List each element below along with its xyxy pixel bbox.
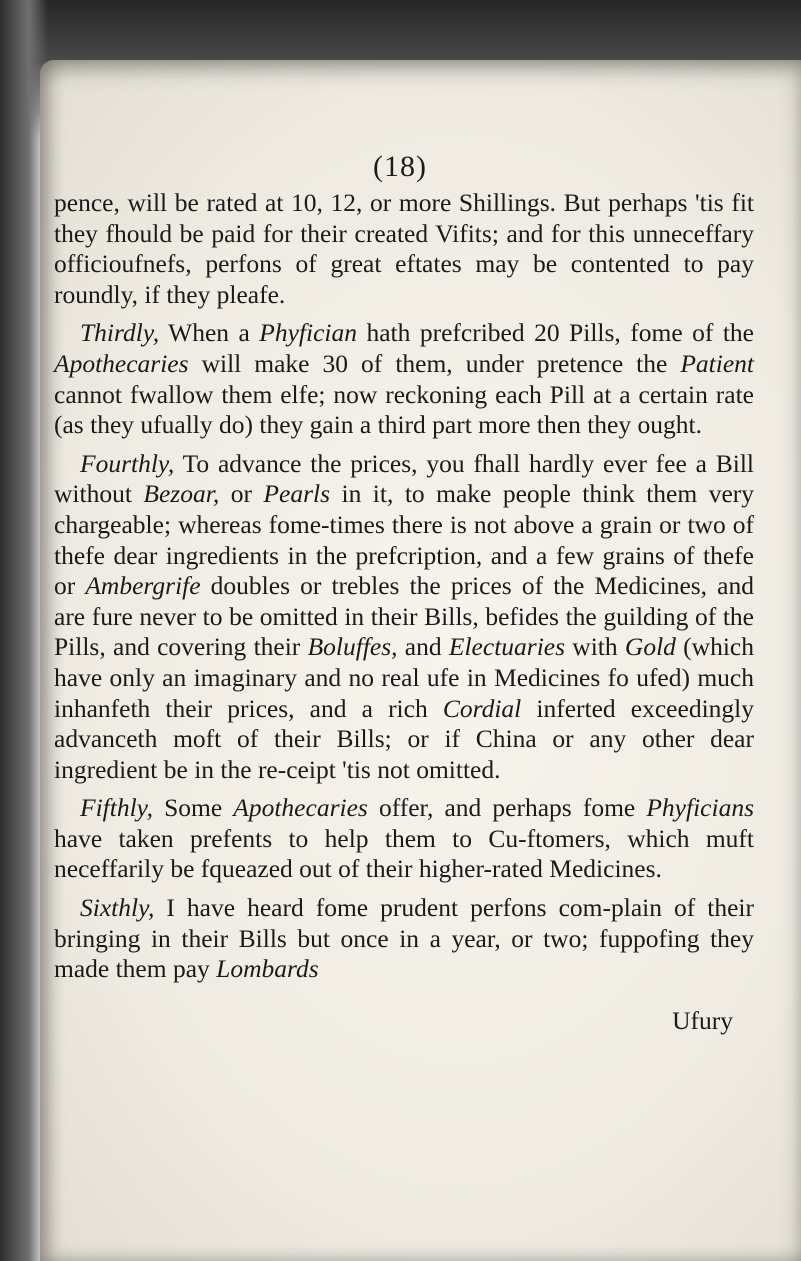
italic-text: Boluffes,: [307, 632, 398, 662]
italic-text: Lombards: [216, 954, 319, 984]
paragraph: [54, 318, 754, 440]
text-run: have taken prefents to help them to Cu-ftomers, which muft neceffarily be fqueazed out of their higher-rated Medicines.: [54, 823, 754, 884]
text-run: and: [397, 632, 449, 662]
text-run: with: [565, 632, 625, 662]
italic-text: Sixthly,: [80, 893, 155, 923]
italic-text: Apothecaries: [233, 793, 368, 823]
italic-text: Phyficians: [646, 793, 754, 823]
italic-text: Electuaries: [448, 632, 566, 662]
text-run: or: [219, 479, 264, 509]
text-run: hath prefcribed 20 Pills, fome of the: [357, 318, 754, 348]
text-run: Some: [152, 793, 234, 823]
paragraph: [54, 449, 754, 786]
text-run: doubles or trebles the prices of the Medicines, and are fure never to be omitted in their Bills, befides the guilding of the Pills, and covering their: [54, 571, 754, 662]
italic-text: Apothecaries: [54, 348, 189, 378]
italic-text: Ambergrife: [85, 571, 201, 601]
italic-text: Fifthly,: [80, 793, 153, 823]
body-text: [54, 188, 754, 993]
italic-text: Cordial: [442, 693, 522, 723]
text-run: offer, and perhaps fome: [367, 793, 647, 823]
italic-text: Thirdly,: [80, 318, 160, 348]
text-run: I have heard fome prudent perfons com-plain of their bringing in their Bills but once in a year, or two; fuppofing they made them pay: [54, 893, 754, 984]
paragraph: [54, 793, 754, 885]
paragraph: [54, 188, 754, 310]
text-run: To advance the prices, you fhall hardly ever fee a Bill without: [54, 448, 754, 509]
paragraph: [54, 893, 754, 985]
catchword: Ufury: [672, 1006, 733, 1035]
italic-text: Gold: [624, 632, 676, 662]
text-run: inferted exceedingly advanceth moft of their Bills; or if China or any other dear ingredient be in the re-ceipt 'tis not omitted.: [54, 693, 754, 784]
italic-text: Pearls: [263, 479, 330, 509]
italic-text: Bezoar,: [143, 479, 220, 509]
italic-text: Patient: [680, 348, 754, 378]
italic-text: Phyfician: [259, 318, 357, 348]
text-run: in it, to make people think them very chargeable; whereas fome-times there is not above a grain or two of thefe dear ingredients in the prefcription, and a few grains of thefe or: [54, 479, 754, 601]
text-run: cannot fwallow them elfe; now reckoning each Pill at a certain rate (as they ufually do) they gain a third part more then they ought.: [54, 379, 754, 440]
text-run: When a: [159, 318, 260, 348]
text-run: will make 30 of them, under pretence the: [188, 348, 681, 378]
italic-text: Fourthly,: [80, 448, 175, 478]
page-number: (18): [373, 150, 427, 183]
text-run: (which have only an imaginary and no real ufe in Medicines fo ufed) much inhanfeth their prices, and a rich: [54, 632, 754, 723]
text-run: pence, will be rated at 10, 12, or more Shillings. But perhaps 'tis fit they fhould be paid for their created Vifits; and for this unneceffary officioufnefs, perfons of great eftates may be contented to pay roundly, if they pleafe.: [54, 188, 754, 309]
